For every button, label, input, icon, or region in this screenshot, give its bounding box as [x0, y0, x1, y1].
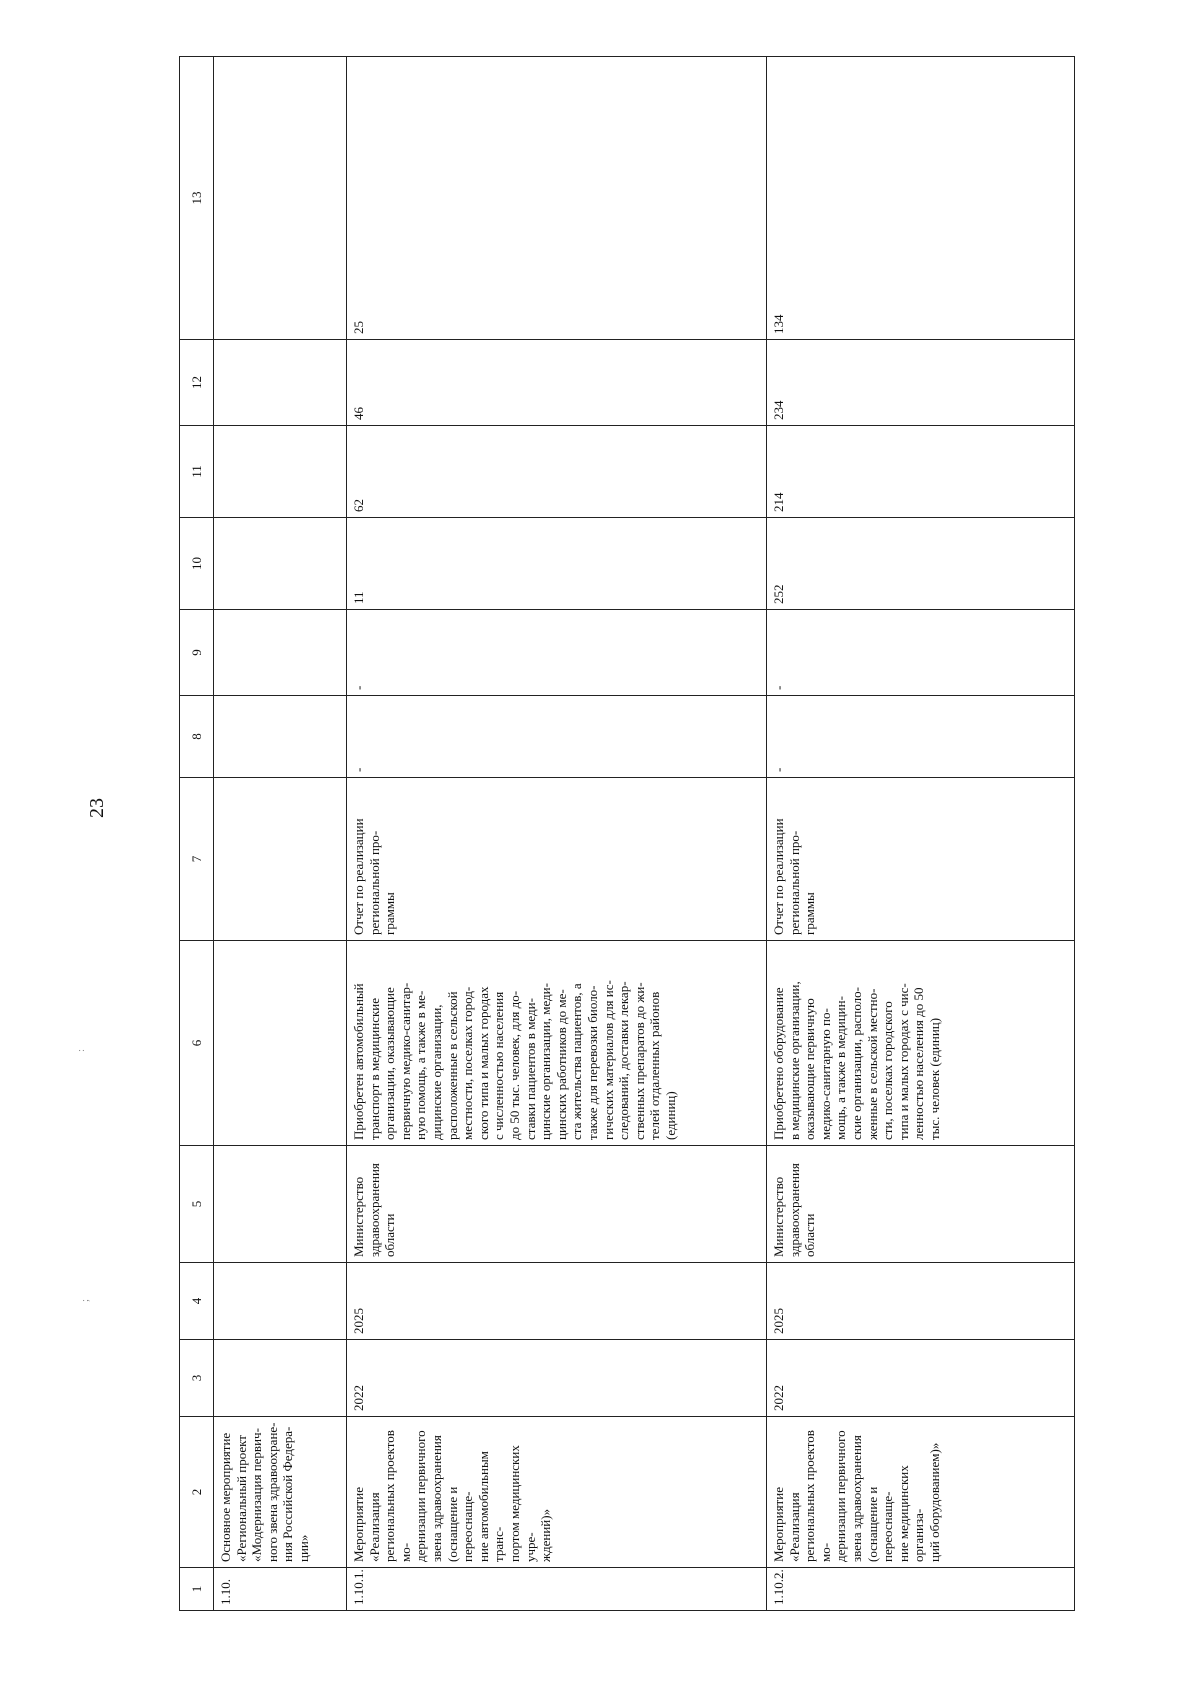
- value-cell: 62: [347, 426, 767, 518]
- value-cell: [214, 57, 347, 340]
- value-cell: [214, 610, 347, 696]
- header-cell: 2: [180, 1417, 214, 1568]
- start-year: [214, 1340, 347, 1417]
- table-row: [347, 57, 767, 1611]
- header-row: [180, 57, 214, 1611]
- header-cell: 4: [180, 1263, 214, 1340]
- report-source: Отчет по реализации региональной про- граммы: [767, 778, 1075, 941]
- measure-name: Основное мероприятие «Региональный проект «Модернизация первич- ного звена здравоохране- ния Российской Федера- ции»: [214, 1417, 347, 1568]
- header-cell: 13: [180, 57, 214, 340]
- expected-result: [214, 941, 347, 1146]
- table-row: [767, 57, 1075, 1611]
- row-number: 1.10.: [214, 1568, 347, 1611]
- measure-name: Мероприятие «Реализация региональных проектов мо- дернизации первичного звена здравоохранения (оснащение и переоснаще- ние автомобильным транс- портом медицинских учре- ждений)»: [347, 1417, 767, 1568]
- header-cell: 12: [180, 340, 214, 426]
- header-cell: 5: [180, 1146, 214, 1263]
- end-year: 2025: [767, 1263, 1075, 1340]
- header-cell: 1: [180, 1568, 214, 1611]
- report-source: Отчет по реализации региональной про- граммы: [347, 778, 767, 941]
- scan-artifact: ;: [79, 1299, 91, 1302]
- value-cell: [214, 518, 347, 610]
- executor: Министерство здравоохранения области: [767, 1146, 1075, 1263]
- program-table: [179, 56, 1075, 1611]
- rotated-table-container: [179, 57, 1076, 1611]
- executor: [214, 1146, 347, 1263]
- value-cell: 25: [347, 57, 767, 340]
- end-year: [214, 1263, 347, 1340]
- value-cell: 234: [767, 340, 1075, 426]
- header-cell: 7: [180, 778, 214, 941]
- value-cell: [214, 696, 347, 778]
- value-cell: -: [347, 610, 767, 696]
- header-cell: 3: [180, 1340, 214, 1417]
- value-cell: -: [767, 610, 1075, 696]
- executor: Министерство здравоохранения области: [347, 1146, 767, 1263]
- report-source: [214, 778, 347, 941]
- value-cell: 214: [767, 426, 1075, 518]
- value-cell: [214, 340, 347, 426]
- start-year: 2022: [767, 1340, 1075, 1417]
- row-number: 1.10.1.: [347, 1568, 767, 1611]
- header-cell: 9: [180, 610, 214, 696]
- value-cell: 11: [347, 518, 767, 610]
- end-year: 2025: [347, 1263, 767, 1340]
- measure-name: Мероприятие «Реализация региональных проектов мо- дернизации первичного звена здравоохранения (оснащение и переоснаще- ние медицинских организа- ций оборудованием)»: [767, 1417, 1075, 1568]
- value-cell: -: [767, 696, 1075, 778]
- value-cell: 46: [347, 340, 767, 426]
- row-number: 1.10.2.: [767, 1568, 1075, 1611]
- header-cell: 8: [180, 696, 214, 778]
- page-number: 23: [86, 798, 108, 818]
- header-cell: 6: [180, 941, 214, 1146]
- value-cell: -: [347, 696, 767, 778]
- value-cell: 252: [767, 518, 1075, 610]
- expected-result: Приобретено оборудование в медицинские организации, оказывающие первичную медико-санитарную по- мощь, а также в медицин- ские организации, располо- женные в сельской местно- сти, поселках городского типа и малых городах с чис- ленностью населения до 50 тыс. человек (единиц): [767, 941, 1075, 1146]
- start-year: 2022: [347, 1340, 767, 1417]
- header-cell: 11: [180, 426, 214, 518]
- scan-artifact: :: [75, 1049, 87, 1052]
- table-row: [214, 57, 347, 1611]
- value-cell: [214, 426, 347, 518]
- expected-result: Приобретен автомобильный транспорт в медицинские организации, оказывающие первичную медико-санитар- ную помощь, а также в ме- дицинские организации, расположенные в сельской местности, поселках город- ского типа и малых городах с численностью населения до 50 тыс. человек, для до- ставки пациентов в меди- цинские организации, меди- цинских работников до ме- ста жительства пациентов, а также для перевозки биоло- гических материалов для ис- следований, доставки лекар- ственных препаратов до жи- телей отдаленных районов (единиц): [347, 941, 767, 1146]
- header-cell: 10: [180, 518, 214, 610]
- value-cell: 134: [767, 57, 1075, 340]
